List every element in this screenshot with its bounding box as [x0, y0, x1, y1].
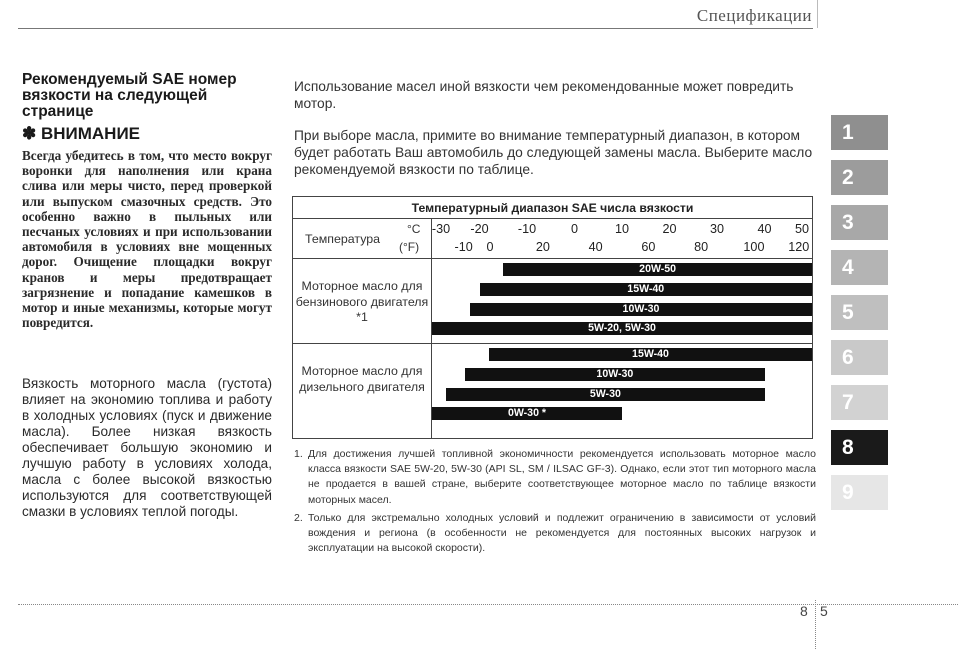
page-header-title: Спецификации [696, 6, 812, 25]
chapter-tab-9[interactable]: 9 [831, 475, 888, 510]
chapter-tab-5[interactable]: 5 [831, 295, 888, 330]
warning-text: Всегда убедитесь в том, что место вокруг воронки для наполнения или крана слива или меры чисто, перед проверкой или выпуском смазочных средств. Это особенно важно в пыльных или песчаных условиях и при использовании автомобиля в условиях вне мощенных дорог. Очищение площадки вокруг кранов и меры предотвращает загрязнение и попадание камешков в мотор и иные механизмы, которые могут повредится. [22, 148, 272, 331]
celsius-tick: 20 [662, 222, 677, 236]
warning-title: ✽ ВНИМАНИЕ [22, 124, 141, 143]
viscosity-bar [446, 388, 764, 401]
fahrenheit-tick: 100 [743, 240, 765, 254]
viscosity-bar-label: 15W-40 [632, 348, 669, 360]
chapter-tab-6[interactable]: 6 [831, 340, 888, 375]
fahrenheit-tick: -10 [454, 240, 473, 254]
chapter-tab-7[interactable]: 7 [831, 385, 888, 420]
celsius-tick: 0 [570, 222, 579, 236]
section-heading: Рекомендуемый SAE номер вязкости на следующей странице [22, 71, 237, 120]
chapter-tab-1[interactable]: 1 [831, 115, 888, 150]
viscosity-bar [503, 263, 812, 276]
viscosity-bar [480, 283, 813, 296]
diesel-engine-label: Моторное масло для дизельного двигателя [299, 364, 425, 394]
celsius-unit: °C [407, 222, 421, 236]
celsius-tick: 10 [614, 222, 630, 236]
footnote-text: Только для экстремально холодных условий и подлежит ограничению в зависимости от условий вождения и региона (в особенности не рекомендуется для постоянных высоких нагрузок и эксплуатации на высокой скорости). [308, 511, 816, 555]
footnote-text: Для достижения лучшей топливной экономичности рекомендуется использовать моторное масло класса вязкости SAE 5W-20, 5W-30 (API SL, SM / ILSAC GF-3). Однако, если этот тип моторного масла не продается в вашей стране, выберите соответствующее моторное масло по таблице вязкости моторных масел. [308, 448, 816, 506]
header-divider [817, 0, 818, 28]
viscosity-bar [470, 303, 812, 316]
footnote-1 [294, 447, 816, 508]
viscosity-bar-label: 0W-30 * [507, 407, 547, 420]
viscosity-bar-label: 10W-30 [622, 302, 660, 315]
viscosity-bar-label: 5W-20, 5W-30 [588, 322, 656, 335]
fahrenheit-tick: 40 [588, 240, 603, 254]
viscosity-paragraph: Вязкость моторного масла (густота) влияет на экономию топлива и работу в холодных условиях (пуск и движение масла). Более низкая вязкость обеспечивает большую экономию и лучшую работу в условиях холода, масла с более высокой вязкостью используются для соответствующей смазки в условиях теплой погоды. [22, 376, 272, 519]
page-number-page: 5 [820, 603, 828, 619]
celsius-tick: 40 [757, 222, 772, 236]
viscosity-bar-label: 10W-30 [596, 367, 634, 380]
fahrenheit-tick: 80 [694, 240, 709, 254]
footnotes [294, 447, 816, 559]
fahrenheit-tick: 20 [535, 240, 550, 254]
table-divider-groups [293, 343, 812, 344]
table-title: Температурный диапазон SAE числа вязкости [293, 197, 812, 219]
temperature-label: Температура [305, 232, 381, 246]
celsius-tick: -30 [431, 222, 451, 236]
celsius-tick: 30 [709, 222, 725, 236]
chapter-tab-8[interactable]: 8 [831, 430, 888, 465]
chapter-tab-2[interactable]: 2 [831, 160, 888, 195]
fahrenheit-tick: 120 [788, 240, 810, 254]
selection-paragraph: При выборе масла, примите во внимание температурный диапазон, в котором будет работать Ваш автомобиль до следующей замены масла. Выберите масло рекомендуемой вязкости по таблице. [294, 128, 813, 177]
caution-paragraph: Использование масел иной вязкости чем рекомендованные может повредить мотор. [294, 79, 794, 111]
viscosity-bar [489, 348, 812, 361]
celsius-tick: -20 [470, 222, 489, 236]
table-divider-header [293, 258, 812, 259]
viscosity-bar-label: 15W-40 [627, 282, 665, 295]
chapter-tab-3[interactable]: 3 [831, 205, 888, 240]
viscosity-bar [432, 322, 812, 335]
viscosity-table [292, 196, 813, 439]
viscosity-bar-label: 5W-30 [589, 387, 621, 400]
celsius-tick: 50 [794, 222, 810, 236]
viscosity-bar [432, 407, 622, 420]
celsius-tick: -10 [517, 222, 537, 236]
viscosity-bar-label: 20W-50 [639, 263, 677, 275]
fahrenheit-tick: 60 [641, 240, 656, 254]
footnote-2 [294, 511, 816, 557]
footnote-number: 2. [294, 511, 303, 524]
gasoline-engine-label: Моторное масло для бензинового двигателя *1 [295, 279, 429, 324]
footnote-number: 1. [294, 448, 303, 460]
footer-divider [815, 600, 816, 649]
header-rule [18, 28, 813, 29]
fahrenheit-tick: 0 [486, 240, 494, 254]
chapter-tab-4[interactable]: 4 [831, 250, 888, 285]
page-number-chapter: 8 [800, 603, 808, 619]
fahrenheit-unit: (°F) [399, 240, 420, 254]
viscosity-bar [465, 368, 764, 381]
footer-rule [18, 604, 958, 605]
